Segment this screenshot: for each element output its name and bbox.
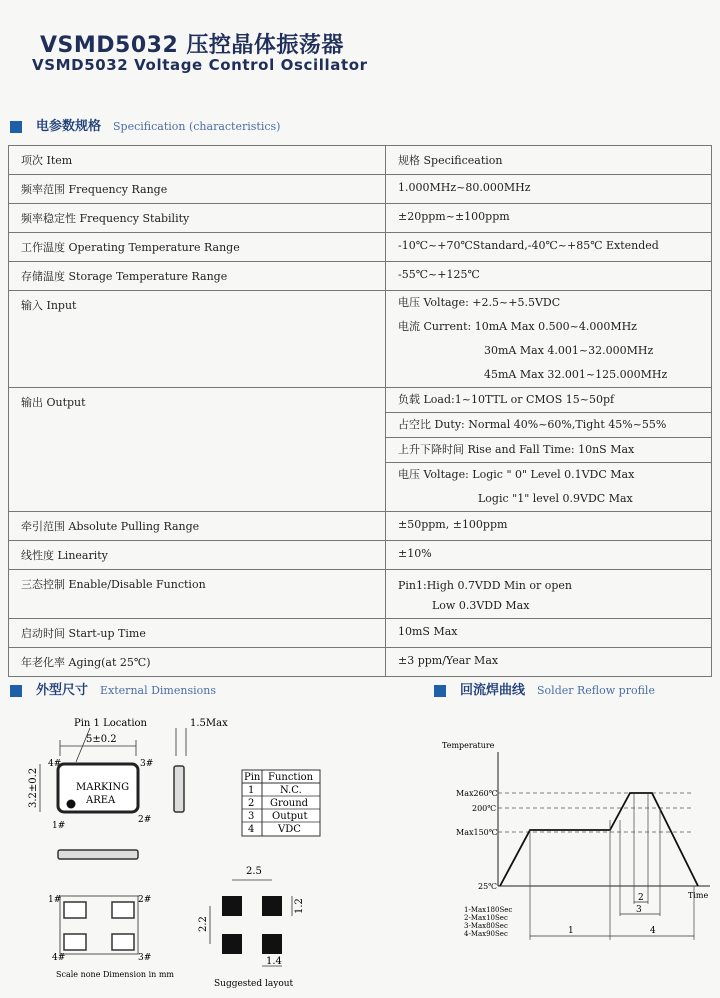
output-item: 输出 Output <box>9 388 386 512</box>
freq-range-spec: 1.000MHz~80.000MHz <box>386 175 712 204</box>
layout-pad <box>262 934 282 954</box>
reflow-y-label: Temperature <box>442 741 495 750</box>
pin-number: 3 <box>248 811 255 822</box>
bottom-pad <box>112 934 134 950</box>
bottom-pin-label-4: 4# <box>52 953 66 963</box>
section-marker-icon <box>10 685 22 697</box>
enable-spec-1: Pin1:High 0.7VDD Min or open <box>398 579 573 592</box>
pin-label-2: 2# <box>138 815 152 825</box>
storage-temp-item: 存储温度 Storage Temperature Range <box>9 262 386 291</box>
table-row <box>9 541 712 570</box>
table-header-spec: 规格 Specificeation <box>386 146 712 175</box>
level-label-200: 200℃ <box>472 804 497 813</box>
pin1-dot <box>67 800 76 809</box>
enable-spec-2: Low 0.3VDD Max <box>432 599 530 612</box>
output-logic-0: 电压 Voltage: Logic " 0" Level 0.1VDC Max <box>398 468 635 481</box>
operating-temp-spec: -10℃~+70℃Standard,-40℃~+85℃ Extended <box>386 233 712 262</box>
linearity-item: 线性度 Linearity <box>9 541 386 570</box>
bottom-pin-label-1: 1# <box>48 895 62 905</box>
height-label: 3.2±0.2 <box>28 767 39 808</box>
legend-item-4: 4-Max90Sec <box>464 930 508 938</box>
startup-item: 启动时间 Start-up Time <box>9 619 386 648</box>
pin-function-table <box>242 770 320 836</box>
zone-label-3: 3 <box>636 905 642 915</box>
input-current-1: 电流 Current: 10mA Max 0.500~4.000MHz <box>398 320 637 333</box>
bottom-pad <box>64 902 86 918</box>
section-marker-icon <box>434 685 446 697</box>
input-current-2: 30mA Max 4.001~32.000MHz <box>484 344 654 357</box>
area-label: AREA <box>86 795 116 806</box>
dimensions-heading-cn: 外型尺寸 <box>36 683 89 698</box>
table-row <box>9 619 712 648</box>
package-side-view <box>174 766 184 812</box>
section-marker-icon <box>10 121 22 133</box>
legend-item-2: 2-Max10Sec <box>464 914 508 922</box>
level-label-260: Max260℃ <box>456 789 498 798</box>
reflow-x-label: Time <box>688 891 709 900</box>
pin-label-4: 4# <box>48 759 62 769</box>
table-row <box>9 512 712 541</box>
dimensions-heading-en: External Dimensions <box>100 684 216 697</box>
bottom-pin-label-3: 3# <box>138 953 152 963</box>
pin-number: 4 <box>248 824 255 835</box>
spec-heading-en: Specification (characteristics) <box>113 120 281 133</box>
zone-label-2: 2 <box>638 893 644 903</box>
marking-label: MARKING <box>76 782 130 793</box>
pad-height-label: 1.2 <box>294 898 305 914</box>
layout-pad <box>262 896 282 916</box>
input-item: 输入 Input <box>9 291 386 388</box>
pulling-item: 牵引范围 Absolute Pulling Range <box>9 512 386 541</box>
pad-width-label: 1.4 <box>266 956 282 967</box>
output-logic-cell <box>386 462 711 511</box>
pin1-location-label: Pin 1 Location <box>74 718 147 729</box>
output-duty-cell <box>386 412 711 437</box>
bottom-pin-label-2: 2# <box>138 895 152 905</box>
legend-item-1: 1-Max180Sec <box>464 906 513 914</box>
table-row <box>9 146 712 175</box>
level-label-150: Max150℃ <box>456 828 498 837</box>
linearity-spec: ±10% <box>386 541 712 570</box>
startup-spec: 10mS Max <box>386 619 712 648</box>
level-label-25: 25℃ <box>478 882 498 891</box>
output-spec <box>386 388 712 512</box>
bottom-pad <box>64 934 86 950</box>
freq-stability-item: 频率稳定性 Frequency Stability <box>9 204 386 233</box>
pin-number: 2 <box>248 798 255 809</box>
reflow-heading <box>434 679 655 698</box>
table-header-item: 项次 Item <box>9 146 386 175</box>
table-row <box>9 262 712 291</box>
spec-section-heading <box>10 115 280 134</box>
scale-note: Scale none Dimension in mm <box>56 970 175 979</box>
pin-col-header: Pin <box>244 772 261 783</box>
input-spec <box>386 291 712 388</box>
table-row <box>9 291 712 388</box>
reflow-heading-en: Solder Reflow profile <box>537 684 655 697</box>
pin-function: Ground <box>270 798 309 809</box>
reflow-profile-chart <box>430 700 720 950</box>
freq-stability-spec: ±20ppm~±100ppm <box>386 204 712 233</box>
freq-range-item: 频率范围 Frequency Range <box>9 175 386 204</box>
table-row <box>9 388 712 512</box>
table-row <box>9 570 712 619</box>
legend-item-3: 3-Max80Sec <box>464 922 508 930</box>
pin-function: VDC <box>278 824 301 835</box>
table-row <box>9 204 712 233</box>
input-voltage: 电压 Voltage: +2.5~+5.5VDC <box>398 296 561 309</box>
table-row <box>9 233 712 262</box>
enable-item: 三态控制 Enable/Disable Function <box>9 570 386 619</box>
table-row <box>9 175 712 204</box>
output-load: 负载 Load:1~10TTL or CMOS 15~50pf <box>398 393 615 406</box>
thickness-label: 1.5Max <box>190 718 228 729</box>
output-duty: 占空比 Duty: Normal 40%~60%,Tight 45%~55% <box>398 418 667 431</box>
pin-function: N.C. <box>280 785 302 796</box>
enable-spec <box>386 570 712 619</box>
spec-heading-cn: 电参数规格 <box>36 119 102 134</box>
dimensions-heading <box>10 679 216 698</box>
pin-label-3: 3# <box>140 759 154 769</box>
page-subtitle: VSMD5032 Voltage Control Oscillator <box>32 56 368 74</box>
pin-number: 1 <box>248 785 255 796</box>
layout-pad <box>222 934 242 954</box>
aging-item: 年老化率 Aging(at 25℃) <box>9 648 386 677</box>
layout-pitch-y: 2.2 <box>198 916 209 932</box>
bottom-pad <box>112 902 134 918</box>
layout-pad <box>222 896 242 916</box>
function-col-header: Function <box>268 772 314 783</box>
package-front-view <box>58 850 138 859</box>
output-logic-1: Logic "1" level 0.9VDC Max <box>478 492 633 505</box>
output-rise-fall: 上升下降时间 Rise and Fall Time: 10nS Max <box>398 443 635 456</box>
pin-function: Output <box>272 811 308 822</box>
suggested-layout-label: Suggested layout <box>214 979 294 989</box>
output-load-cell <box>386 388 711 412</box>
operating-temp-item: 工作温度 Operating Temperature Range <box>9 233 386 262</box>
pin-label-1: 1# <box>52 821 66 831</box>
storage-temp-spec: -55℃~+125℃ <box>386 262 712 291</box>
layout-pitch-x: 2.5 <box>246 866 262 877</box>
spec-table <box>8 145 712 677</box>
zone-label-4: 4 <box>650 926 656 936</box>
pulling-spec: ±50ppm, ±100ppm <box>386 512 712 541</box>
aging-spec: ±3 ppm/Year Max <box>386 648 712 677</box>
zone-label-1: 1 <box>568 926 574 936</box>
table-row <box>9 648 712 677</box>
width-label: 5±0.2 <box>86 734 117 745</box>
dimensions-drawing <box>0 700 420 998</box>
input-current-3: 45mA Max 32.001~125.000MHz <box>484 368 668 381</box>
reflow-heading-cn: 回流焊曲线 <box>460 683 526 698</box>
output-rise-fall-cell <box>386 437 711 462</box>
page-title: VSMD5032 压控晶体振荡器 <box>40 33 344 58</box>
